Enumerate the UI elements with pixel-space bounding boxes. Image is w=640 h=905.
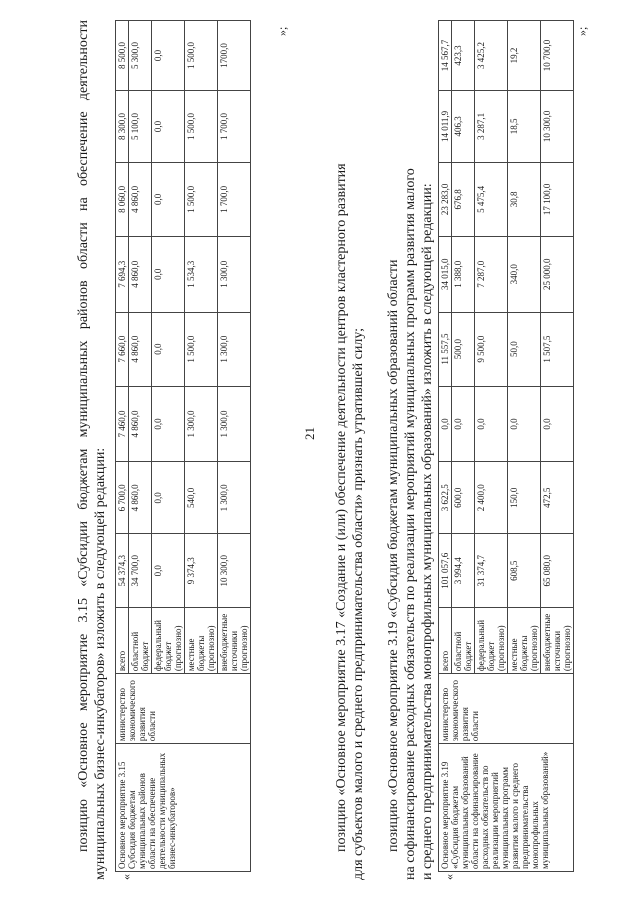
value-cell: 18,5: [508, 90, 541, 162]
value-cell: 0,0: [452, 386, 475, 462]
value-cell: 1 500,0: [185, 312, 218, 386]
value-cell: 65 080,0: [541, 534, 574, 608]
paragraph-text: позицию «Основное мероприятие 3.15 «Субсидии бюджетам муниципальных районов области на обеспечение деятельности муниципальных бизнес-инкубаторов» изложить в следующей редакции:: [76, 20, 108, 880]
value-cell: 0,0: [152, 386, 185, 462]
value-cell: 1 534,3: [185, 236, 218, 312]
value-cell: 1 300,0: [218, 386, 251, 462]
value-cell: 423,3: [452, 21, 475, 91]
value-cell: 8 060,0: [116, 162, 129, 236]
table-3-19: [438, 20, 574, 872]
event-cell: Основное мероприятие 3.19 «Субсидия бюджетам муниципальных образований области на софинансирование расходных обязательств по реализации мероприятий муниципальных программ развития малого и среднего предпринимательства монопрофильных муниципальных образований»: [439, 744, 574, 872]
value-cell: 1700,0: [218, 21, 251, 91]
table-row: [439, 21, 452, 872]
value-cell: 3 425,2: [475, 21, 508, 91]
value-cell: 2 400,0: [475, 462, 508, 534]
paragraph-line: позицию «Основное мероприятие 3.17 «Создание и (или) обеспечение деятельности центров кластерного развития: [334, 163, 349, 852]
value-cell: 3 994,4: [452, 534, 475, 608]
value-cell: 10 300,0: [218, 534, 251, 608]
paragraph-line: позицию «Основное мероприятие 3.19 «Субсидия бюджетам муниципальных образований области: [386, 259, 401, 852]
paragraph-line: на софинансирование расходных обязательств по реализации мероприятий муниципальных программ развития малого: [403, 168, 418, 880]
value-cell: 30,8: [508, 162, 541, 236]
value-cell: 7 694,3: [116, 236, 129, 312]
value-cell: 540,0: [185, 462, 218, 534]
value-cell: 1 500,0: [185, 90, 218, 162]
table-row: [116, 21, 129, 872]
paragraph-line: и среднего предпринимательства монопрофильных муниципальных образований» изложить в следующей редакции:: [420, 183, 435, 880]
value-cell: 8 500,0: [116, 21, 129, 91]
paragraph-3-17: [333, 20, 367, 880]
value-cell: 0,0: [152, 534, 185, 608]
quote-close-1: »;: [275, 26, 289, 36]
quote-open-1: «: [119, 874, 133, 880]
source-cell: всего: [116, 608, 129, 674]
value-cell: 8 300,0: [116, 90, 129, 162]
quote-open-2: «: [442, 874, 456, 880]
source-cell: всего: [439, 608, 452, 674]
value-cell: 0,0: [152, 21, 185, 91]
executor-cell: министерство экономического развития области: [116, 674, 251, 744]
value-cell: 0,0: [541, 386, 574, 462]
source-cell: федеральный бюджет (прогнозно): [152, 608, 185, 674]
value-cell: 19,2: [508, 21, 541, 91]
value-cell: 4 860,0: [129, 462, 152, 534]
value-cell: 17 100,0: [541, 162, 574, 236]
value-cell: 0,0: [152, 462, 185, 534]
value-cell: 0,0: [152, 236, 185, 312]
source-cell: внебюджетные источники (прогнозно): [541, 608, 574, 674]
page-number: 21: [302, 427, 317, 440]
value-cell: 676,8: [452, 162, 475, 236]
value-cell: 7 460,0: [116, 386, 129, 462]
source-cell: местные бюджеты (прогнозно): [508, 608, 541, 674]
value-cell: 5 100,0: [129, 90, 152, 162]
value-cell: 0,0: [152, 162, 185, 236]
value-cell: 3 287,1: [475, 90, 508, 162]
value-cell: 600,0: [452, 462, 475, 534]
value-cell: 4 860,0: [129, 236, 152, 312]
value-cell: 0,0: [152, 90, 185, 162]
value-cell: 31 374,7: [475, 534, 508, 608]
value-cell: 1 300,0: [218, 312, 251, 386]
value-cell: 472,5: [541, 462, 574, 534]
value-cell: 1 388,0: [452, 236, 475, 312]
value-cell: 3 622,5: [439, 462, 452, 534]
value-cell: 0,0: [439, 386, 452, 462]
value-cell: 25 000,0: [541, 236, 574, 312]
value-cell: 1 507,5: [541, 312, 574, 386]
value-cell: 34 015,0: [439, 236, 452, 312]
paragraph-3-19: [385, 20, 436, 880]
value-cell: 0,0: [475, 386, 508, 462]
value-cell: 14 567,7: [439, 21, 452, 91]
value-cell: 4 860,0: [129, 162, 152, 236]
value-cell: 9 500,0: [475, 312, 508, 386]
value-cell: 406,3: [452, 90, 475, 162]
value-cell: 0,0: [508, 386, 541, 462]
table-3-15: [115, 20, 251, 872]
value-cell: 6 700,0: [116, 462, 129, 534]
value-cell: 340,0: [508, 236, 541, 312]
event-cell: Основное мероприятие 3.15 Субсидия бюджетам муниципальных районов области на обеспечение деятельности муниципальных бизнес-инкубаторов»: [116, 744, 251, 872]
value-cell: 1 300,0: [218, 462, 251, 534]
value-cell: 7 287,0: [475, 236, 508, 312]
value-cell: 1 700,0: [218, 90, 251, 162]
value-cell: 50,0: [508, 312, 541, 386]
value-cell: 1 500,0: [185, 21, 218, 91]
value-cell: 1 700,0: [218, 162, 251, 236]
value-cell: 10 300,0: [541, 90, 574, 162]
rotated-page-content: [75, 20, 595, 880]
quote-close-2: »;: [575, 26, 589, 36]
value-cell: 5 300,0: [129, 21, 152, 91]
value-cell: 7 660,0: [116, 312, 129, 386]
value-cell: 0,0: [152, 312, 185, 386]
value-cell: 10 700,0: [541, 21, 574, 91]
source-cell: областной бюджет: [452, 608, 475, 674]
value-cell: 4 860,0: [129, 312, 152, 386]
value-cell: 5 475,4: [475, 162, 508, 236]
source-cell: внебюджетные источники (прогнозно): [218, 608, 251, 674]
source-cell: местные бюджеты (прогнозно): [185, 608, 218, 674]
source-cell: областной бюджет: [129, 608, 152, 674]
value-cell: 9 374,3: [185, 534, 218, 608]
value-cell: 500,0: [452, 312, 475, 386]
value-cell: 1 500,0: [185, 162, 218, 236]
value-cell: 11 557,5: [439, 312, 452, 386]
source-cell: федеральный бюджет (прогнозно): [475, 608, 508, 674]
value-cell: 34 700,0: [129, 534, 152, 608]
value-cell: 4 860,0: [129, 386, 152, 462]
value-cell: 1 300,0: [185, 386, 218, 462]
value-cell: 14 011,9: [439, 90, 452, 162]
paragraph-line: для субъектов малого и среднего предпринимательства области» признать утратившей силу;: [351, 327, 366, 880]
value-cell: 101 057,6: [439, 534, 452, 608]
executor-cell: министерство экономического развития области: [439, 674, 574, 744]
value-cell: 150,0: [508, 462, 541, 534]
paragraph-3-15: [75, 20, 109, 880]
value-cell: 54 374,3: [116, 534, 129, 608]
value-cell: 608,5: [508, 534, 541, 608]
value-cell: 1 300,0: [218, 236, 251, 312]
value-cell: 23 283,0: [439, 162, 452, 236]
